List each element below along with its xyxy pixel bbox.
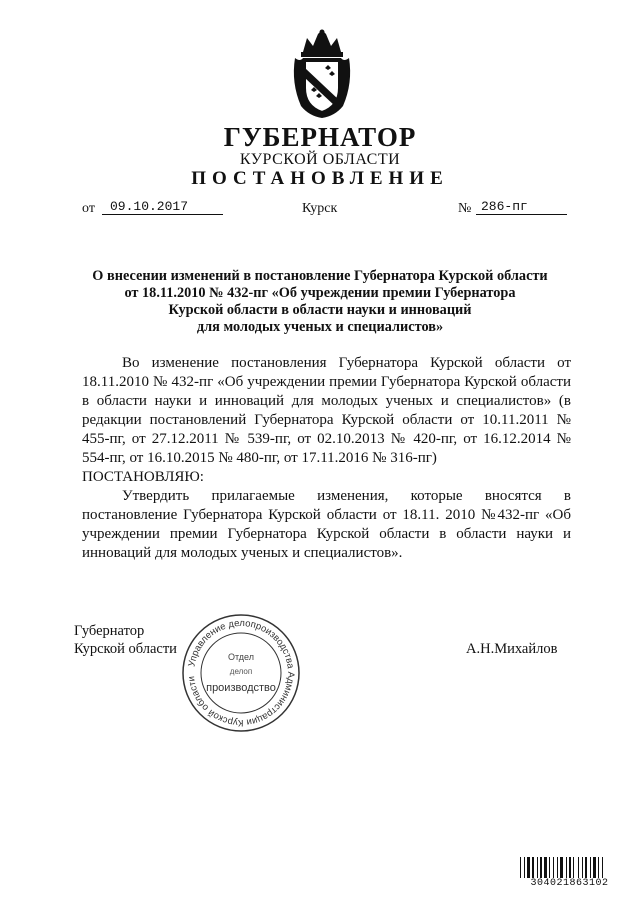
position-line: Курской области: [74, 641, 177, 657]
coat-of-arms-emblem: [289, 28, 355, 120]
subject-line: Курской области в области науки и инноваций: [168, 302, 472, 318]
signatory-name: А.Н.Михайлов: [466, 641, 558, 657]
signatory-position: [74, 622, 177, 658]
document-city: Курск: [302, 201, 338, 216]
document-body: [82, 354, 571, 563]
document-subject: [70, 268, 570, 336]
document-type: ПОСТАНОВЛЕНИЕ: [191, 168, 449, 189]
stamp-inner-mid: делоп: [229, 667, 253, 676]
stamp-inner-top: Отдел: [227, 652, 255, 662]
subject-line: для молодых ученых и специалистов»: [196, 319, 444, 335]
body-paragraph: Утвердить прилагаемые изменения, которые вносятся в постановление Губернатора Курской области от 18.11. 2010 №432-пг «Об учреждении премии Губернатора Курской области в области науки и инноваций для молодых ученых и специалистов».: [82, 488, 571, 561]
body-paragraph: Во изменение постановления Губернатора Курской области от 18.11.2010 № 432-пг «Об учреждении премии Губернатора Курской области в области науки и инноваций для молодых ученых и специалистов» (в редакции постановлений Губернатора Курской области от 10.11.2011 № 455-пг, от 27.12.2011 № 539-пг, от 02.10.2013 № 420-пг, от 16.12.2014 № 554-пг, от 16.10.2015 № 480-пг, от 17.11.2016 № 316-пг): [82, 355, 571, 466]
resolve-word: ПОСТАНОВЛЯЮ:: [82, 469, 204, 485]
position-line: Губернатор: [74, 623, 145, 639]
subject-line: О внесении изменений в постановление Губернатора Курской области: [92, 268, 548, 284]
barcode-number: 304021863102: [519, 878, 620, 889]
document-number: 286-пг: [476, 199, 567, 215]
number-prefix: №: [458, 201, 472, 216]
date-prefix: от: [82, 201, 95, 216]
stamp-ring-text: Управление делопроизводства Администрации Курской области: [186, 617, 297, 729]
issuer-region: КУРСКОЙ ОБЛАСТИ: [239, 151, 401, 168]
office-stamp: [180, 612, 302, 734]
document-date: 09.10.2017: [102, 199, 223, 215]
stamp-inner-bottom: производство: [206, 682, 276, 694]
subject-line: от 18.11.2010 № 432-пг «Об учреждении премии Губернатора: [124, 285, 516, 301]
issuer-title: ГУБЕРНАТОР: [223, 122, 417, 152]
